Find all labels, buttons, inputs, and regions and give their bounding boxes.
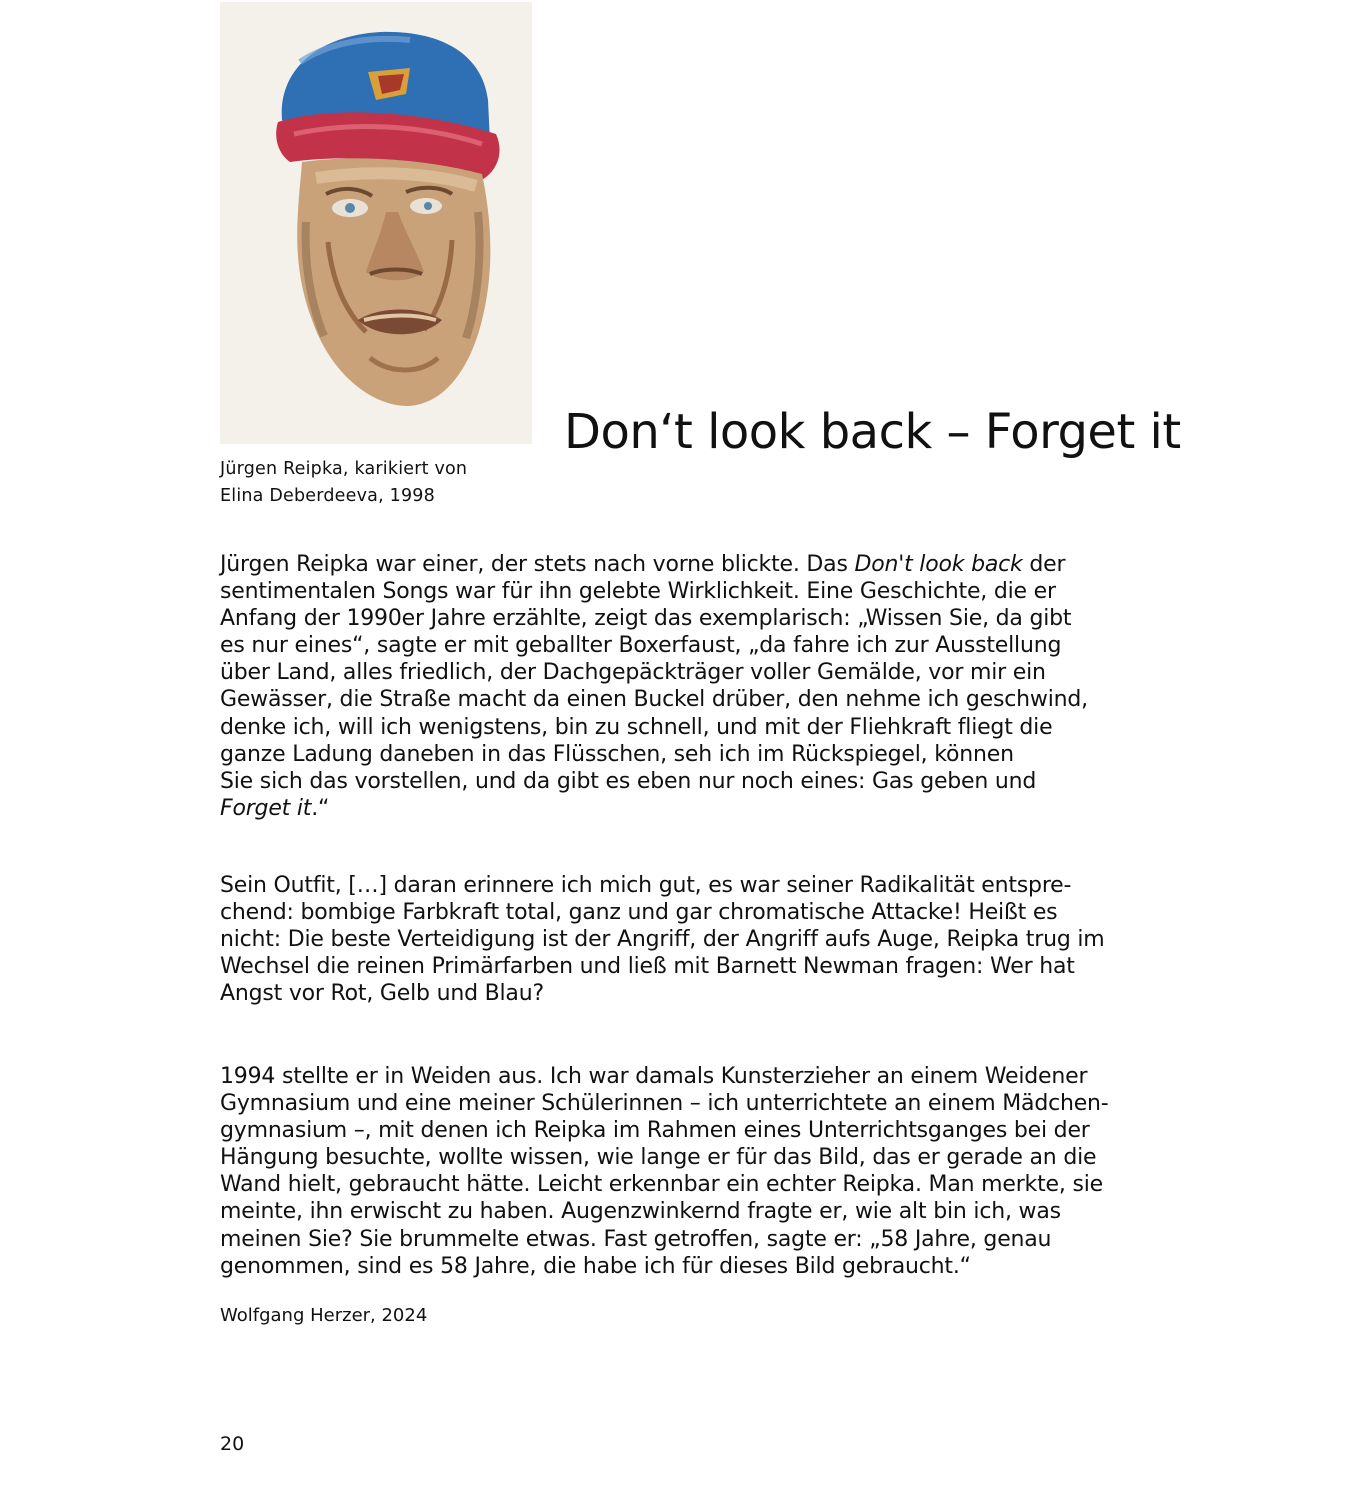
image-caption: [220, 456, 520, 510]
author-signature: Wolfgang Herzer, 2024: [220, 1305, 428, 1326]
text-line: es nur eines“, sagte er mit geballter Boxerfaust, „da fahre ich zur Ausstellung: [220, 633, 1062, 659]
text-line: Jürgen Reipka war einer, der stets nach vorne blickte. Das Don't look back der: [220, 552, 1066, 577]
text-line: denke ich, will ich wenigstens, bin zu schnell, und mit der Fliehkraft fliegt die: [220, 714, 1053, 740]
text-line: Hängung besuchte, wollte wissen, wie lange er für das Bild, das er gerade an die: [220, 1145, 1097, 1171]
text-line: Anfang der 1990er Jahre erzählte, zeigt das exemplarisch: „Wissen Sie, da gibt: [220, 606, 1072, 632]
text-line: meinen Sie? Sie brummelte etwas. Fast getroffen, sagte er: „58 Jahre, genau: [220, 1226, 1052, 1252]
text-line: gymnasium –, mit denen ich Reipka im Rahmen eines Unterrichtsganges bei der: [220, 1118, 1090, 1144]
text-line: Forget it.“: [220, 795, 330, 821]
italic-title: Forget it: [220, 795, 312, 821]
caption-line: Elina Deberdeeva, 1998: [220, 486, 435, 506]
caricature-portrait: [220, 2, 532, 444]
paragraph-1: [220, 551, 1160, 822]
text-line: Sie sich das vorstellen, und da gibt es eben nur noch eines: Gas geben und: [220, 768, 1037, 794]
text-line: Sein Outfit, […] daran erinnere ich mich gut, es war seiner Radikalität entspre-: [220, 873, 1072, 898]
caption-line: Jürgen Reipka, karikiert von: [220, 459, 468, 479]
text-line: über Land, alles friedlich, der Dachgepäckträger voller Gemälde, vor mir ein: [220, 660, 1046, 686]
page-number: 20: [220, 1433, 245, 1455]
italic-title: Don't look back: [854, 552, 1023, 577]
text-line: 1994 stellte er in Weiden aus. Ich war damals Kunsterzieher an einem Weidener: [220, 1064, 1088, 1089]
text-line: meinte, ihn erwischt zu haben. Augenzwinkernd fragte er, wie alt bin ich, was: [220, 1199, 1061, 1225]
text-line: Gewässer, die Straße macht da einen Buckel drüber, den nehme ich geschwind,: [220, 687, 1088, 713]
text-line: chend: bombige Farbkraft total, ganz und gar chromatische Attacke! Heißt es: [220, 900, 1058, 926]
text-line: genommen, sind es 58 Jahre, die habe ich für dieses Bild gebraucht.“: [220, 1253, 971, 1279]
paragraph-2: [220, 872, 1160, 1007]
text-line: Wechsel die reinen Primärfarben und ließ mit Barnett Newman fragen: Wer hat: [220, 954, 1075, 980]
text-line: Angst vor Rot, Gelb und Blau?: [220, 981, 544, 1007]
text-line: ganze Ladung daneben in das Flüsschen, seh ich im Rückspiegel, können: [220, 741, 1014, 767]
text-line: sentimentalen Songs war für ihn gelebte Wirklichkeit. Eine Geschichte, die er: [220, 579, 1056, 605]
text-line: Gymnasium und eine meiner Schülerinnen – ich unterrichtete an einem Mädchen-: [220, 1091, 1109, 1117]
page-title: Don‘t look back – Forget it: [564, 404, 1181, 460]
paragraph-3: [220, 1063, 1160, 1280]
text-line: nicht: Die beste Verteidigung ist der Angriff, der Angriff aufs Auge, Reipka trug im: [220, 927, 1105, 953]
text-line: Wand hielt, gebraucht hätte. Leicht erkennbar ein echter Reipka. Man merkte, sie: [220, 1172, 1103, 1198]
